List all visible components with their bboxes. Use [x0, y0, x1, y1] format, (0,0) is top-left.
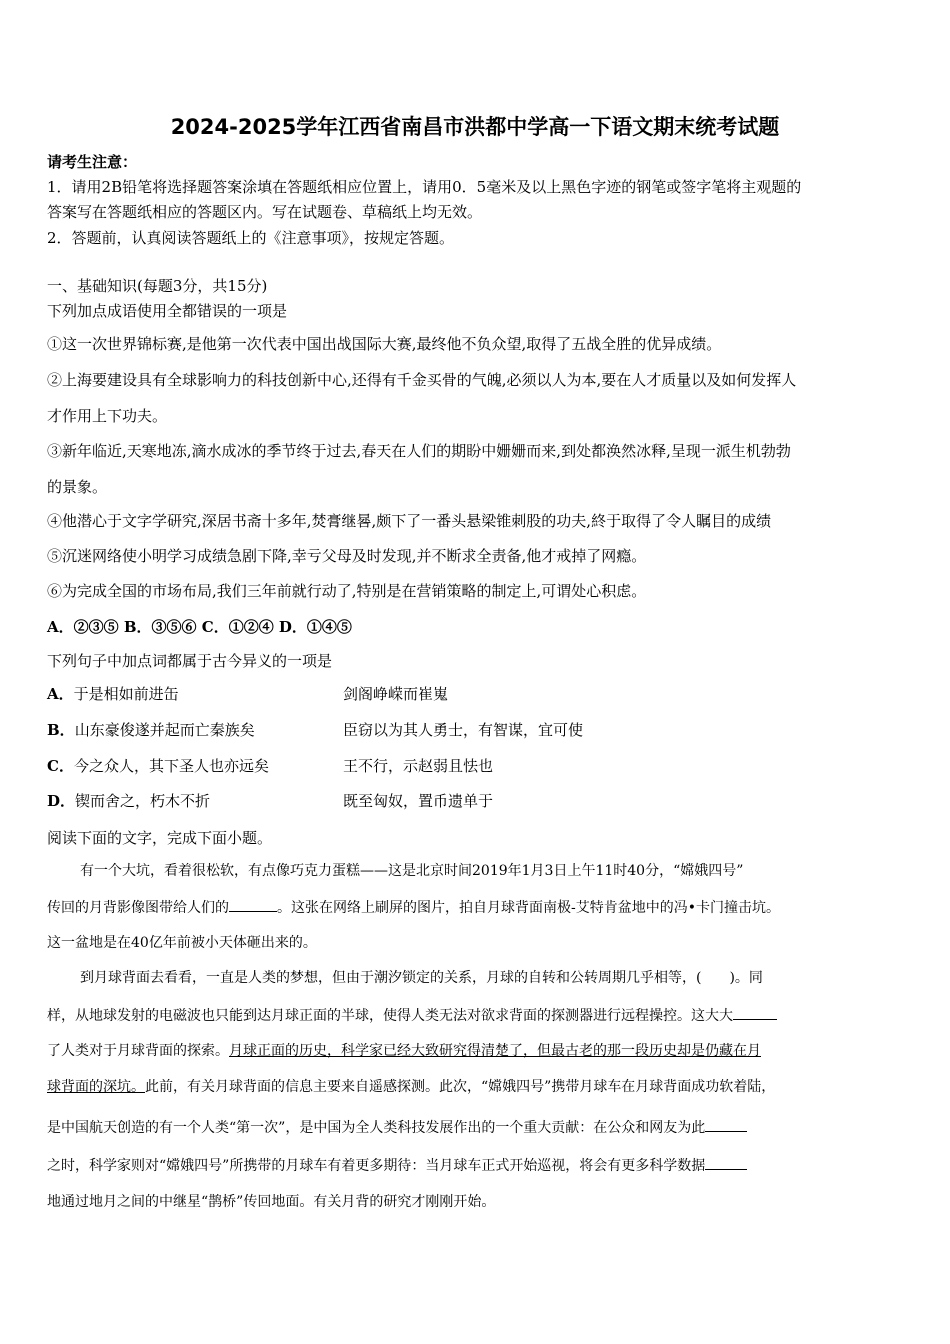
q2-option-d-text1: 锲而舍之，朽木不折: [75, 792, 211, 810]
q2-option-c: [47, 756, 269, 776]
underlined-sentence-part2: 球背面的深坑。: [47, 1079, 145, 1095]
q2-stem: 下列句子中加点词都属于古今异义的一项是: [47, 652, 333, 670]
passage-p2-line2: [47, 1005, 777, 1026]
q2-option-c-text1: 今之众人，其下圣人也亦远矣: [73, 757, 269, 775]
q1-sentence-3b: 的景象。: [47, 478, 108, 496]
q2-option-d-text2: 既至匈奴，置币遗单于: [343, 792, 494, 810]
passage-p2-line6: [47, 1155, 747, 1176]
answer-blank-1[interactable]: [229, 897, 277, 912]
passage-p2-line1: 到月球背面去看看，一直是人类的梦想，但由于潮汐锁定的关系，月球的自转和公转周期几乎相等，( )。同: [80, 970, 763, 986]
passage-p1-line2-pre: 传回的月背影像图带给人们的: [47, 900, 229, 916]
answer-blank-2[interactable]: [733, 1005, 777, 1020]
passage-p1-line2-post: 。这张在网络上刷屏的图片，拍自月球背面南极-艾特肯盆地中的冯•卡门撞击坑。: [277, 900, 780, 916]
q2-option-d: [47, 791, 210, 811]
q2-option-b-label: B．: [47, 721, 75, 739]
q2-option-a-label: A．: [47, 685, 74, 703]
passage-p2-line4: [47, 1077, 775, 1097]
q2-option-a-text2: 剑阁峥嵘而崔嵬: [343, 685, 449, 703]
notice-item-2: 2．答题前，认真阅读答题纸上的《注意事项》，按规定答题。: [47, 229, 455, 247]
passage-p1-line3: 这一盆地是在40亿年前被小天体砸出来的。: [47, 935, 317, 951]
q1-sentence-2a: ②上海要建设具有全球影响力的科技创新中心,还得有千金买骨的气魄,必须以人为本,要在人才质量以及如何发挥人: [47, 371, 797, 389]
passage-p2-line3: [47, 1041, 761, 1061]
q2-option-b-text2: 臣窃以为其人勇士，有智谋，宜可使: [343, 721, 584, 739]
q1-sentence-3a: ③新年临近,天寒地冻,滴水成冰的季节终于过去,春天在人们的期盼中姗姗而来,到处都涣然冰释,呈现一派生机勃勃: [47, 442, 791, 460]
q2-option-b: [47, 720, 255, 740]
q1-options: A．②③⑤ B．③⑤⑥ C．①②④ D．①④⑤: [47, 618, 352, 636]
answer-blank-4[interactable]: [705, 1155, 747, 1170]
q1-sentence-5: ⑤沉迷网络使小明学习成绩急剧下降,幸亏父母及时发现,并不断求全责备,他才戒掉了网瘾。: [47, 547, 647, 565]
q2-option-c-text2: 王不行，示赵弱且怯也: [343, 757, 494, 775]
passage-p2-line5: [47, 1117, 747, 1138]
passage-p2-line2-pre: 样，从地球发射的电磁波也只能到达月球正面的半球，使得人类无法对欲求背面的探测器进行远程操控。这大大: [47, 1008, 733, 1024]
passage-p2-line5-pre: 是中国航天创造的有一个人类“第一次”，是中国为全人类科技发展作出的一个重大贡献：在公众和网友为此: [47, 1120, 706, 1136]
notice-item-1a: 1．请用2B铅笔将选择题答案涂填在答题纸相应位置上，请用0．5毫米及以上黑色字迹的钢笔或签字笔将主观题的: [47, 178, 802, 196]
q2-option-c-label: C．: [47, 757, 74, 775]
notice-heading: 请考生注意：: [47, 153, 138, 171]
q1-sentence-4: ④他潜心于文字学研究,深居书斋十多年,焚膏继晷,颇下了一番头悬梁锥刺股的功夫,終于取得了令人瞩目的成绩: [47, 512, 772, 530]
q2-option-a-text1: 于是相如前进缶: [73, 685, 179, 703]
underlined-sentence-part1: 月球正面的历史，科学家已经大致研究得清楚了，但最古老的那一段历史却是仍藏在月: [229, 1043, 761, 1059]
q2-option-a: [47, 684, 179, 704]
notice-item-1b: 答案写在答题纸相应的答题区内。写在试题卷、草稿纸上均无效。: [47, 203, 483, 221]
q1-sentence-6: ⑥为完成全国的市场布局,我们三年前就行动了,特别是在营销策略的制定上,可谓处心积虑。: [47, 582, 647, 600]
passage-p2-line4-post: 此前，有关月球背面的信息主要来自遥感探测。此次，“嫦娥四号”携带月球车在月球背面成功软着陆，: [145, 1079, 776, 1095]
passage-p2-line6-pre: 之时，科学家则对“嫦娥四号”所携带的月球车有着更多期待：当月球车正式开始巡视，将会有更多科学数据: [47, 1158, 706, 1174]
reading-intro: 阅读下面的文字，完成下面小题。: [47, 829, 273, 847]
page-title: 2024-2025学年江西省南昌市洪都中学高一下语文期末统考试题: [170, 115, 780, 139]
q2-option-d-label: D．: [47, 792, 76, 810]
passage-p2-line3-pre: 了人类对于月球背面的探索。: [47, 1043, 229, 1059]
q1-sentence-1: ①这一次世界锦标赛,是他第一次代表中国出战国际大赛,最终他不负众望,取得了五战全胜的优异成绩。: [47, 335, 722, 353]
passage-p1-line2: [47, 897, 780, 918]
answer-blank-3[interactable]: [705, 1117, 747, 1132]
q2-option-b-text1: 山东豪俊遂并起而亡秦族矣: [74, 721, 255, 739]
passage-p1-line1: 有一个大坑，看着很松软，有点像巧克力蛋糕——这是北京时间2019年1月3日上午11时40分，“嫦娥四号”: [80, 863, 744, 879]
q1-stem: 下列加点成语使用全都错误的一项是: [47, 302, 288, 320]
q1-sentence-2b: 才作用上下功夫。: [47, 407, 168, 425]
section1-heading: 一、基础知识(每题3分，共15分): [47, 277, 268, 295]
passage-p2-line7: 地通过地月之间的中继星“鹊桥”传回地面。有关月背的研究才刚刚开始。: [47, 1194, 496, 1210]
